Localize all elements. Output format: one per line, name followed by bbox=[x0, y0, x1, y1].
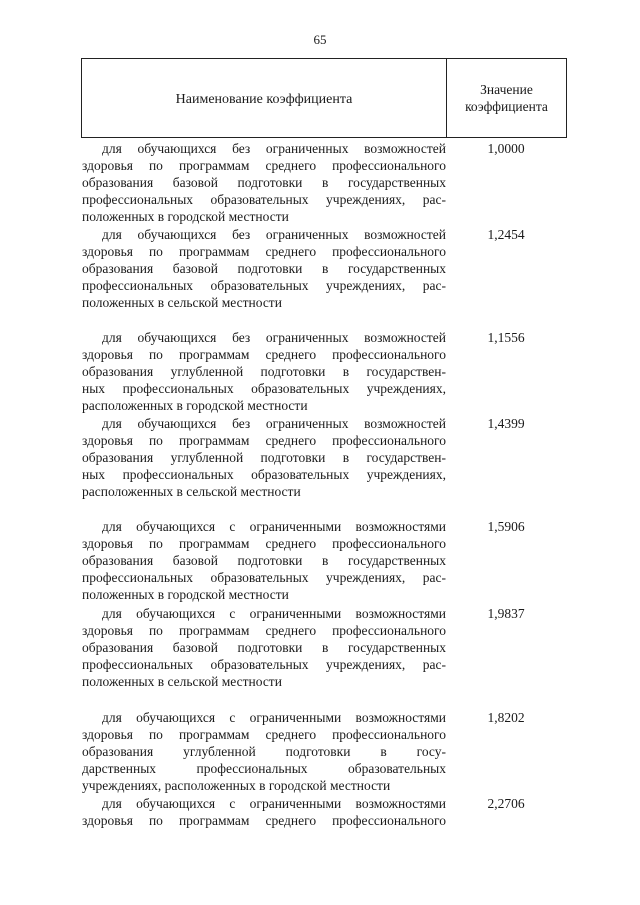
table-header bbox=[81, 58, 567, 138]
text-line: для обучающихся без ограниченных возможностей bbox=[102, 330, 446, 345]
coefficient-value: 1,8202 bbox=[487, 710, 525, 725]
coefficient-value: 1,5906 bbox=[487, 519, 525, 534]
text-line: здоровья по программам среднего профессионального bbox=[82, 347, 446, 362]
text-line: образования базовой подготовки в государственных bbox=[82, 261, 446, 276]
text-line: здоровья по программам среднего профессионального bbox=[82, 813, 446, 828]
text-line: образования базовой подготовки в государственных bbox=[82, 553, 446, 568]
text-line: учреждениях, расположенных в городской местности bbox=[82, 778, 391, 793]
text-line: для обучающихся с ограниченными возможностями bbox=[102, 710, 446, 725]
text-line: здоровья по программам среднего профессионального bbox=[82, 623, 446, 638]
column-header-value-line2: коэффициента bbox=[465, 99, 548, 114]
coefficient-name bbox=[82, 140, 446, 225]
coefficient-value: 1,9837 bbox=[487, 606, 525, 621]
text-line: дарственных профессиональных образовательных bbox=[82, 761, 446, 776]
column-header-value bbox=[447, 59, 566, 137]
text-line: для обучающихся с ограниченными возможностями bbox=[102, 606, 446, 621]
coefficient-value: 1,1556 bbox=[487, 330, 525, 345]
text-line: расположенных в сельской местности bbox=[82, 484, 301, 499]
text-line: для обучающихся с ограниченными возможностями bbox=[102, 796, 446, 811]
text-line: положенных в городской местности bbox=[82, 587, 289, 602]
page-number: 65 bbox=[313, 32, 327, 47]
text-line: образования базовой подготовки в государственных bbox=[82, 640, 446, 655]
coefficient-name bbox=[82, 605, 446, 690]
column-header-name: Наименование коэффициента bbox=[82, 59, 447, 137]
text-line: положенных в городской местности bbox=[82, 209, 289, 224]
text-line: профессиональных образовательных учреждениях, рас- bbox=[82, 278, 446, 293]
text-line: для обучающихся с ограниченными возможностями bbox=[102, 519, 446, 534]
coefficient-name bbox=[82, 709, 446, 794]
text-line: здоровья по программам среднего профессионального bbox=[82, 536, 446, 551]
text-line: положенных в сельской местности bbox=[82, 295, 282, 310]
text-line: профессиональных образовательных учреждениях, рас- bbox=[82, 570, 446, 585]
coefficient-value: 1,4399 bbox=[487, 416, 525, 431]
coefficient-value: 1,0000 bbox=[487, 141, 525, 156]
text-line: образования углубленной подготовки в госу- bbox=[82, 744, 446, 759]
text-line: образования углубленной подготовки в государствен- bbox=[82, 364, 446, 379]
coefficient-name bbox=[82, 518, 446, 603]
text-line: ных профессиональных образовательных учреждениях, bbox=[82, 381, 446, 396]
text-line: здоровья по программам среднего профессионального bbox=[82, 158, 446, 173]
coefficient-value: 1,2454 bbox=[487, 227, 525, 242]
coefficient-name bbox=[82, 226, 446, 311]
coefficient-value: 2,2706 bbox=[487, 796, 525, 811]
text-line: образования углубленной подготовки в государствен- bbox=[82, 450, 446, 465]
column-header-value-line1: Значение bbox=[480, 82, 533, 97]
text-line: профессиональных образовательных учреждениях, рас- bbox=[82, 657, 446, 672]
text-line: для обучающихся без ограниченных возможностей bbox=[102, 141, 446, 156]
text-line: здоровья по программам среднего профессионального bbox=[82, 727, 446, 742]
coefficient-name bbox=[82, 329, 446, 414]
coefficient-name bbox=[82, 795, 446, 829]
text-line: положенных в сельской местности bbox=[82, 674, 282, 689]
text-line: для обучающихся без ограниченных возможностей bbox=[102, 416, 446, 431]
text-line: образования базовой подготовки в государственных bbox=[82, 175, 446, 190]
text-line: здоровья по программам среднего профессионального bbox=[82, 244, 446, 259]
text-line: ных профессиональных образовательных учреждениях, bbox=[82, 467, 446, 482]
text-line: для обучающихся без ограниченных возможностей bbox=[102, 227, 446, 242]
text-line: профессиональных образовательных учреждениях, рас- bbox=[82, 192, 446, 207]
text-line: расположенных в городской местности bbox=[82, 398, 308, 413]
coefficient-name bbox=[82, 415, 446, 500]
text-line: здоровья по программам среднего профессионального bbox=[82, 433, 446, 448]
